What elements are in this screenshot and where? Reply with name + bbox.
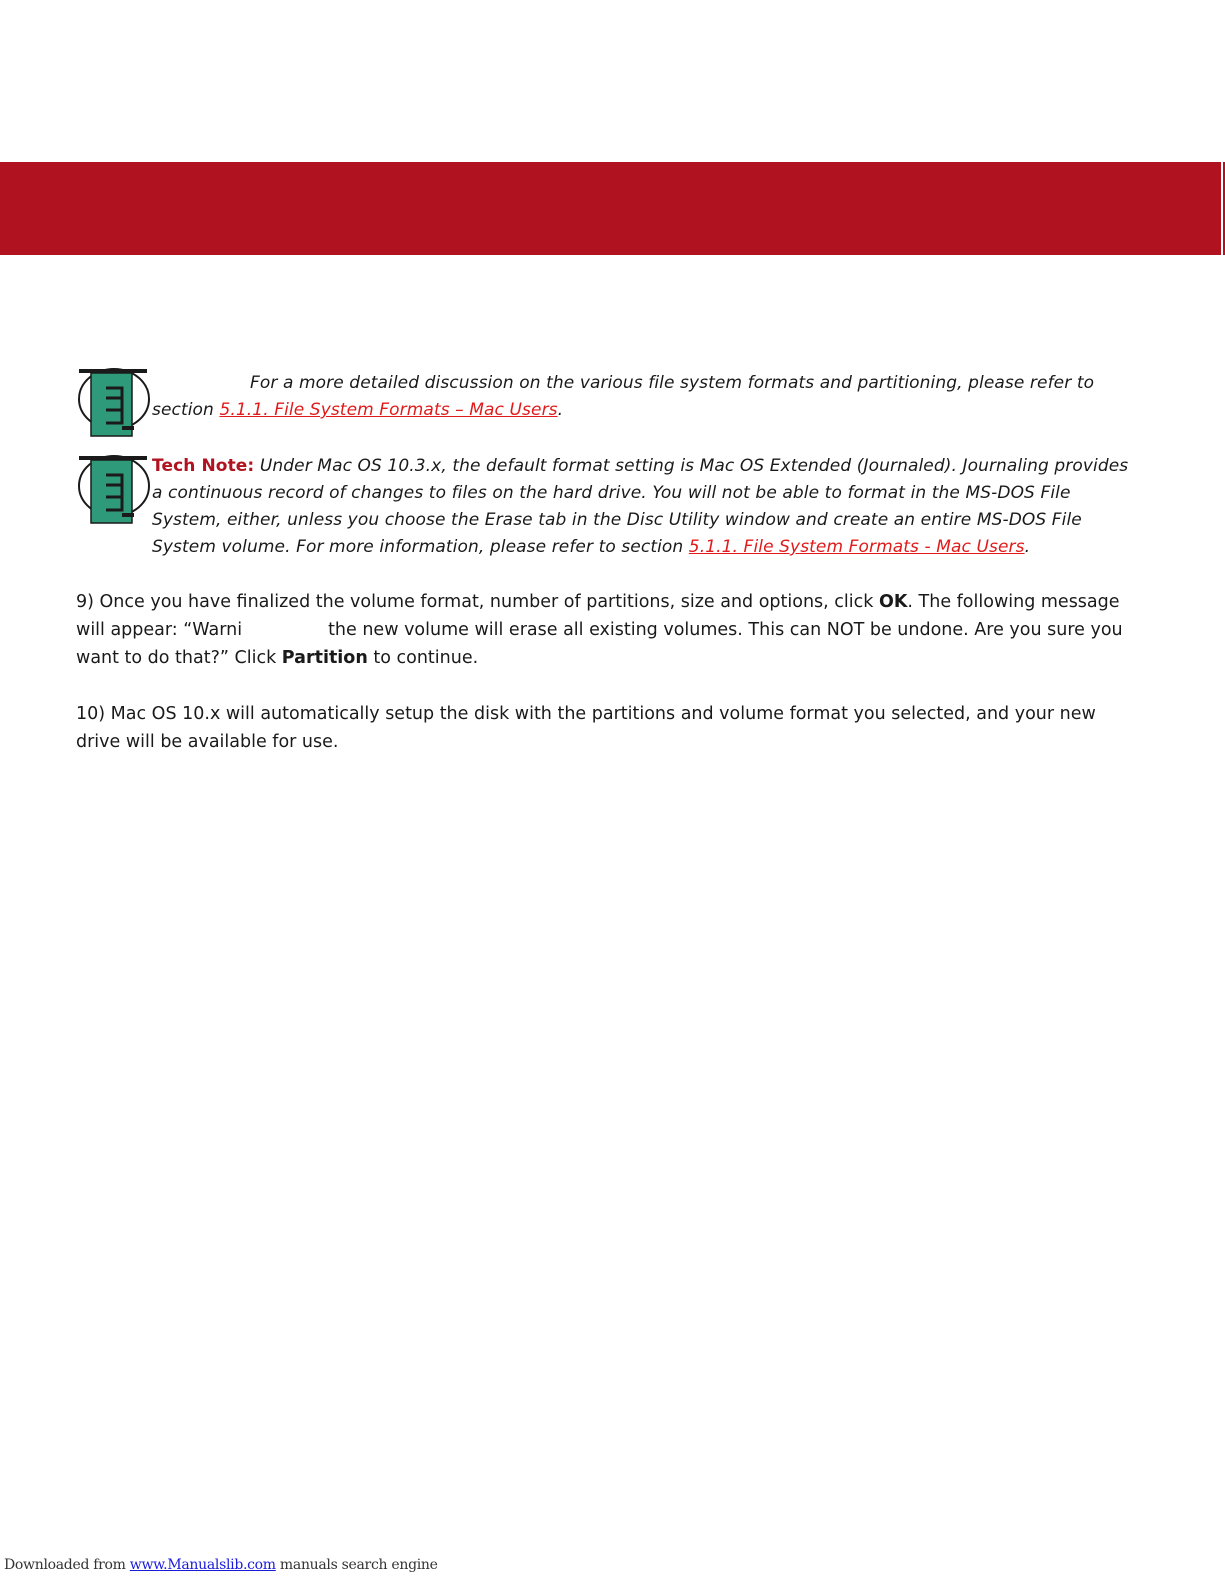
tech-note-label: Tech Note: (152, 456, 255, 476)
header-band (0, 162, 1225, 255)
ok-keyword: OK (878, 592, 908, 612)
header-band-edge (1221, 162, 1223, 255)
manualslib-link[interactable]: www.Manualslib.com (129, 1557, 276, 1573)
tech-note-icon (76, 368, 156, 442)
step9-text-2: . The following message will appear: “Warni (76, 592, 1120, 640)
note1-suffix: . (557, 400, 564, 420)
footer-prefix: Downloaded from (4, 1557, 130, 1573)
partition-keyword: Partition (281, 648, 368, 668)
footer-suffix: manuals search engine (275, 1557, 438, 1573)
note-format-discussion (152, 370, 1142, 424)
tech-note-icon (76, 455, 156, 529)
file-system-formats-link-2[interactable]: 5.1.1. File System Formats - Mac Users (688, 537, 1025, 557)
note2-suffix: . (1024, 537, 1031, 557)
tech-note-journaling (152, 453, 1142, 561)
tech-note-text: Under Mac OS 10.3.x, the default format setting is Mac OS Extended (Journaled). Journaling provides a continuous record of changes to files on the hard drive. You will not be able to format in the MS-DOS File System, either, unless you choose the Erase tab in the Disc Utility window and create an entire MS-DOS File System volume. For more information, please refer to section (152, 456, 1129, 557)
footer-attribution (4, 1557, 438, 1573)
step-10-paragraph: 10) Mac OS 10.x will automatically setup the disk with the partitions and volume format you selected, and your new drive will be available for use. (76, 704, 1096, 752)
file-system-formats-link[interactable]: 5.1.1. File System Formats – Mac Users (219, 400, 558, 420)
note1-line1: For a more detailed discussion on the various file system formats and partitioning, please refer to (250, 373, 1095, 393)
step-9-paragraph (76, 588, 1136, 672)
step9-text-3: the new volume will erase all existing volumes. This can NOT be undone. Are you sure you want to do that?” Click (76, 620, 1123, 668)
step9-text-1: 9) Once you have finalized the volume format, number of partitions, size and options, click (76, 592, 879, 612)
note1-section-prefix: section (152, 400, 214, 420)
step9-text-4: to continue. (367, 648, 479, 668)
